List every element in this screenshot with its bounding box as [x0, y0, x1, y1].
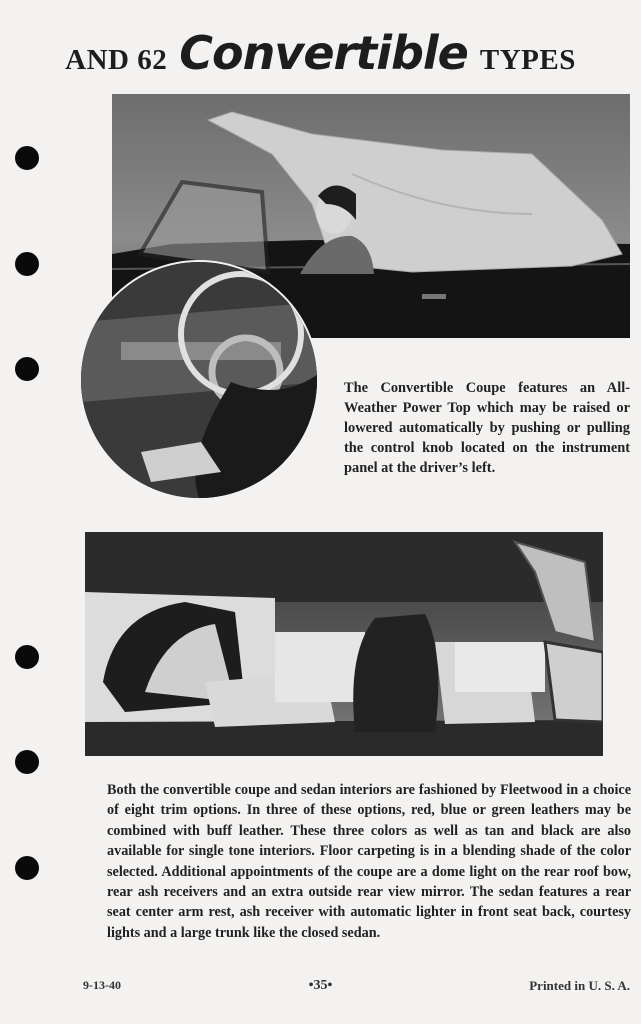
footer-printed: Printed in U. S. A. — [529, 978, 630, 993]
binder-hole — [15, 357, 39, 381]
binder-hole — [15, 750, 39, 774]
binder-hole — [15, 146, 39, 170]
interiors-paragraph: Both the convertible coupe and sedan interiors are fashioned by Fleetwood in a choice of eight trim options. In three of these options, red, blue or green leathers may be combined with buff leather. These three colors as well as tan and black are also available for single tone interiors. Floor carpeting is in a blending shade of the color selected. Additional appointments of the coupe are a dome light on the rear roof bow, rear ash receivers and an extra outside rear view mirror. The sedan features a rear seat center arm rest, ash receiver with automatic lighter in front seat back, courtesy lights and a large trunk like the closed sedan. — [107, 782, 631, 941]
title-script-word: Convertible — [179, 26, 468, 80]
binder-hole — [15, 645, 39, 669]
page-number: •35• — [308, 978, 333, 993]
page-title — [0, 26, 641, 80]
footer-date: 9-13-40 — [83, 978, 121, 992]
title-suffix: TYPES — [479, 44, 576, 76]
binder-hole — [15, 856, 39, 880]
title-prefix: AND 62 — [65, 44, 168, 76]
instrument-panel-inset-photo — [79, 260, 319, 500]
binder-hole — [15, 252, 39, 276]
power-top-caption: The Convertible Coupe features an All-Weather Power Top which may be raised or lowered automatically by pushing or pulling the control knob located on the instrument panel at the driver’s left. — [344, 380, 630, 476]
convertible-interior-photo — [85, 532, 603, 756]
